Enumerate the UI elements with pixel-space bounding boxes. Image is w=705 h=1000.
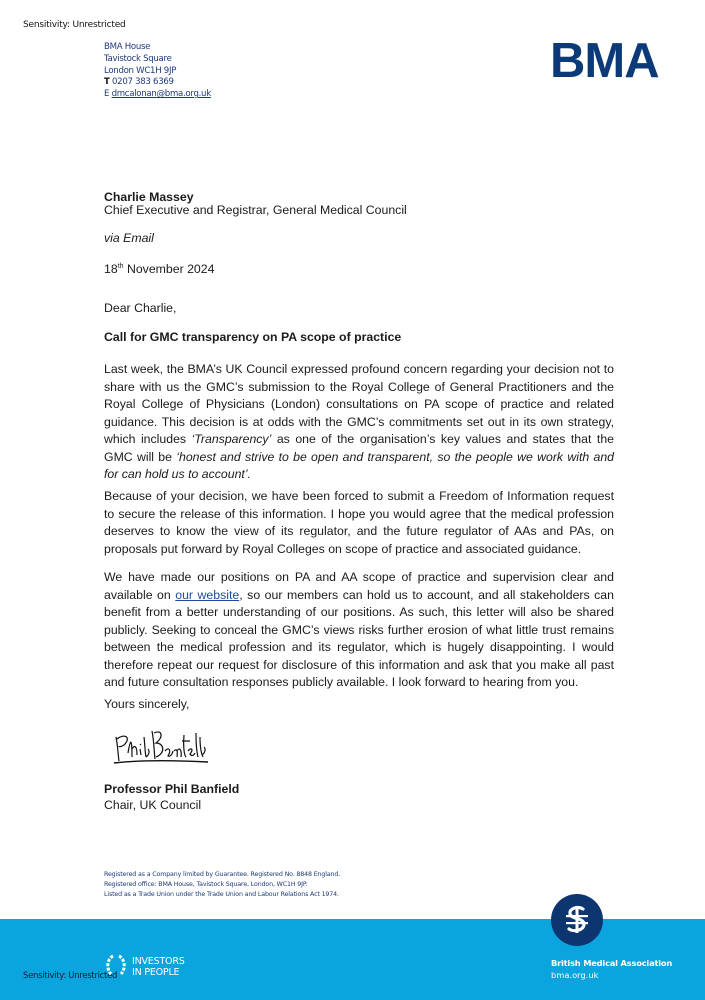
paragraph-3: We have made our positions on PA and AA scope of practice and supervision clear and available on our website, so our members can hold us to account, and all stakeholders can benefit from a better understanding of our positions. As such, this letter will also be shared publicly. Seeking to conceal the GMC’s views risks further erosion of what little trust remains between the medical profession and its regulator, which is hugely disappointing. I would therefore repeat our request for disclosure of this information and ask that you make all past and future consultation responses publicly available. I look forward to hearing from you. bbox=[104, 570, 614, 689]
delivery-method: via Email bbox=[104, 231, 154, 245]
sensitivity-label-top: Sensitivity: Unrestricted bbox=[23, 20, 126, 30]
recipient-name: Charlie Massey bbox=[104, 190, 194, 204]
paragraph-2: Because of your decision, we have been forced to submit a Freedom of Information request to secure the release of this information. I hope you would agree that the medical profession deserves to know the view of its regulator, and the future regulator of AAs and PAs, on proposals put forward by Royal Colleges on scope of practice and associated guidance. bbox=[104, 489, 614, 556]
bma-emblem-icon bbox=[551, 894, 603, 946]
org-name: British Medical Association bbox=[551, 958, 673, 968]
legal-line-2: Registered office: BMA House, Tavistock Square, London, WC1H 9JP. bbox=[104, 881, 308, 889]
paragraph-1: Last week, the BMA’s UK Council expressed profound concern regarding your decision not to share with us the GMC’s submission to the Royal College of General Practitioners and the Royal College of Physicians (London) consultations on PA scope of practice and related guidance. This decision is at odds with the GMC’s commitments set out in its own strategy, which includes ‘Transparency’ as one of the organisation’s key values and states that the GMC will be ‘honest and strive to be open and transparent, so the people we work with and for can hold us to account’. bbox=[104, 362, 615, 481]
address-phone: T 0207 383 6369 bbox=[104, 77, 174, 88]
legal-footer bbox=[104, 870, 340, 901]
org-url[interactable]: bma.org.uk bbox=[551, 970, 599, 980]
address-line-2: Tavistock Square bbox=[104, 53, 172, 64]
legal-line-1: Registered as a Company limited by Guarantee. Registered No. 8848 England. bbox=[104, 871, 341, 878]
address-email: E dmcalonan@bma.org.uk bbox=[104, 89, 211, 100]
closing: Yours sincerely, bbox=[104, 697, 190, 711]
laurel-wreath-icon bbox=[104, 953, 128, 982]
address-line-1: BMA House bbox=[104, 42, 151, 52]
legal-line-3: Listed as a Trade Union under the Trade Union and Labour Relations Act 1974. bbox=[104, 891, 339, 899]
address-line-3: London WC1H 9JP bbox=[104, 65, 177, 76]
bma-logo: BMA bbox=[550, 34, 659, 88]
recipient-title: Chief Executive and Registrar, General Medical Council bbox=[104, 203, 407, 217]
salutation: Dear Charlie, bbox=[104, 301, 177, 315]
signer-name: Professor Phil Banfield bbox=[104, 782, 240, 796]
bma-footer-brand bbox=[551, 958, 672, 980]
letter-date: 18th November 2024 bbox=[104, 262, 215, 276]
letter-subject: Call for GMC transparency on PA scope of practice bbox=[104, 330, 402, 344]
sender-address bbox=[104, 42, 211, 101]
email-link[interactable]: dmcalonan@bma.org.uk bbox=[111, 89, 211, 100]
sensitivity-label-bottom: Sensitivity: Unrestricted bbox=[23, 971, 118, 981]
signature-icon bbox=[110, 727, 210, 772]
website-link[interactable]: our website bbox=[175, 587, 240, 602]
signer-role: Chair, UK Council bbox=[104, 798, 202, 812]
investors-in-people-logo: INVESTORS IN PEOPLE bbox=[104, 953, 185, 982]
